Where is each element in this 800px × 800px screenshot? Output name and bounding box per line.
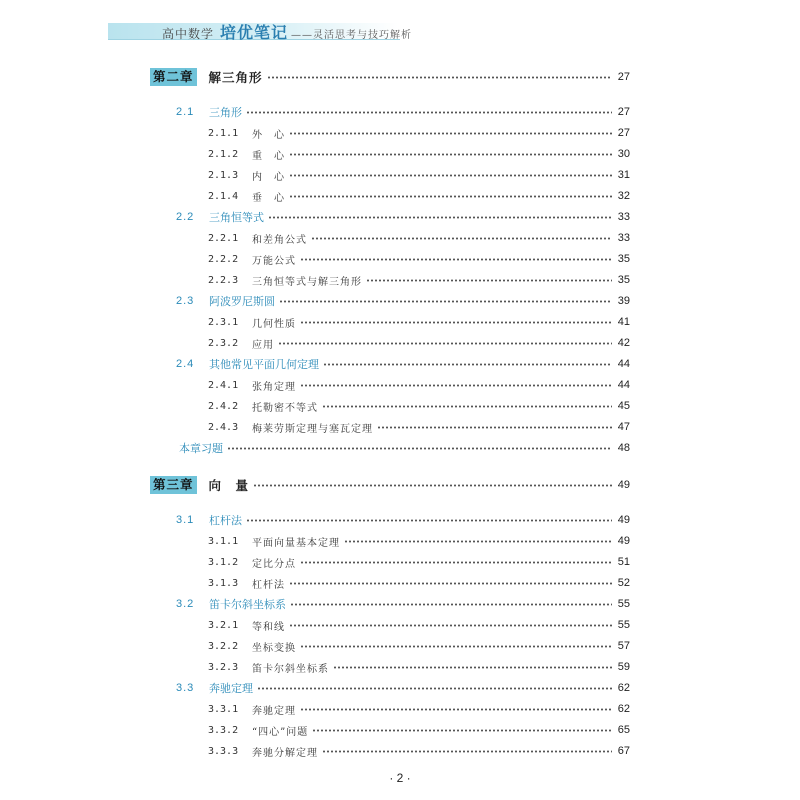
subsection-page-number: 33	[617, 232, 630, 244]
subsection-page-number: 55	[617, 619, 630, 631]
leader-dots	[289, 132, 612, 135]
section-title: 笛卡尔斜坐标系	[209, 598, 286, 611]
subsection-page-number: 41	[617, 316, 630, 328]
subsection-page-number: 30	[617, 148, 630, 160]
section-page-number: 39	[617, 295, 630, 307]
toc-chapter-row[interactable]	[150, 68, 630, 86]
subsection-title: 笛卡尔斜坐标系	[252, 663, 329, 675]
leader-dots	[300, 258, 612, 261]
section-number: 2.4	[176, 358, 195, 370]
section-page-number: 55	[617, 598, 630, 610]
subsection-page-number: 27	[617, 127, 630, 139]
leader-dots	[377, 426, 612, 429]
subsection-title: 杠杆法	[252, 579, 285, 591]
section-number: 2.3	[176, 295, 195, 307]
subsection-number: 3.3.1	[208, 703, 239, 715]
section-title: 阿波罗尼斯圆	[209, 295, 275, 308]
section-page-number: 44	[617, 358, 630, 370]
toc-section-row[interactable]	[176, 680, 630, 696]
header-subtitle: ——灵活思考与技巧解析	[291, 30, 413, 41]
toc-subsection-row[interactable]	[208, 272, 630, 288]
leader-dots	[246, 519, 612, 522]
subsection-page-number: 44	[617, 379, 630, 391]
section-number: 3.2	[176, 598, 195, 610]
subsection-page-number: 57	[617, 640, 630, 652]
page-number: · 2 ·	[389, 771, 411, 785]
subsection-number: 3.3.3	[208, 745, 239, 757]
section-title: 奔驰定理	[209, 682, 253, 695]
toc-subsection-row[interactable]	[208, 314, 630, 330]
section-title: 其他常见平面几何定理	[209, 358, 319, 371]
chapter-label-badge: 第三章	[150, 476, 197, 494]
subsection-number: 2.2.3	[208, 274, 239, 286]
chapter-page-number: 27	[617, 71, 630, 83]
subsection-page-number: 31	[617, 169, 630, 181]
subsection-title: 定比分点	[252, 558, 296, 570]
subsection-number: 2.1.2	[208, 148, 239, 160]
toc-subsection-row[interactable]	[208, 638, 630, 654]
toc-subsection-row[interactable]	[208, 659, 630, 675]
leader-dots	[300, 645, 612, 648]
subsection-page-number: 35	[617, 274, 630, 286]
subsection-page-number: 35	[617, 253, 630, 265]
toc-section-row[interactable]	[176, 104, 630, 120]
leader-dots	[289, 624, 612, 627]
toc-section-row[interactable]	[176, 356, 630, 372]
subsection-page-number: 42	[617, 337, 630, 349]
subsection-page-number: 52	[617, 577, 630, 589]
section-number: 3.1	[176, 514, 195, 526]
subsection-number: 3.3.2	[208, 724, 239, 736]
subsection-number: 2.1.1	[208, 127, 239, 139]
subsection-number: 2.3.2	[208, 337, 239, 349]
toc-subsection-row[interactable]	[208, 419, 630, 435]
subsection-number: 2.2.2	[208, 253, 239, 265]
section-page-number: 62	[617, 682, 630, 694]
subsection-page-number: 49	[617, 535, 630, 547]
subsection-page-number: 65	[617, 724, 630, 736]
subsection-title: 张角定理	[252, 381, 296, 393]
section-number: 2.2	[176, 211, 195, 223]
section-title: 杠杆法	[209, 514, 242, 527]
section-page-number: 27	[617, 106, 630, 118]
subsection-title: 应用	[252, 339, 274, 351]
subsection-number: 3.2.3	[208, 661, 239, 673]
leader-dots	[253, 484, 612, 487]
toc-subsection-row[interactable]	[208, 533, 630, 549]
toc-subsection-row[interactable]	[208, 575, 630, 591]
subsection-title: 内 心	[252, 171, 285, 183]
toc-subsection-row[interactable]	[208, 230, 630, 246]
leader-dots	[323, 363, 612, 366]
running-header	[108, 18, 413, 42]
toc-chapter-row[interactable]	[150, 476, 630, 494]
toc-subsection-row[interactable]	[208, 125, 630, 141]
leader-dots	[300, 384, 612, 387]
subsection-title: 万能公式	[252, 255, 296, 267]
leader-dots	[246, 111, 612, 114]
subsection-number: 3.2.1	[208, 619, 239, 631]
toc-section-row[interactable]	[176, 596, 630, 612]
chapter-title: 解三角形	[208, 70, 263, 85]
subsection-number: 2.1.4	[208, 190, 239, 202]
toc-subsection-row[interactable]	[208, 251, 630, 267]
header-text	[108, 20, 412, 43]
leader-dots	[268, 216, 612, 219]
subsection-page-number: 51	[617, 556, 630, 568]
subsection-title: “四心”问题	[252, 726, 309, 738]
section-page-number: 49	[617, 514, 630, 526]
section-number: 2.1	[176, 106, 195, 118]
toc-subsection-row[interactable]	[208, 554, 630, 570]
toc-subsection-row[interactable]	[208, 398, 630, 414]
section-title: 三角形	[209, 106, 242, 119]
toc-section-row[interactable]	[176, 512, 630, 528]
leader-dots	[300, 561, 612, 564]
chapter-page-number: 49	[617, 479, 630, 491]
subsection-number: 2.2.1	[208, 232, 239, 244]
toc-section-row[interactable]	[176, 209, 630, 225]
chapter-label-badge: 第二章	[150, 68, 197, 86]
subsection-title: 平面向量基本定理	[252, 537, 340, 549]
subsection-title: 外 心	[252, 129, 285, 141]
leader-dots	[333, 666, 612, 669]
toc-subsection-row[interactable]	[208, 146, 630, 162]
subsection-number: 3.1.3	[208, 577, 239, 589]
exercises-title: 本章习题	[179, 442, 223, 455]
subsection-title: 奔驰分解定理	[252, 747, 318, 759]
toc-subsection-row[interactable]	[208, 335, 630, 351]
section-title: 三角恒等式	[209, 211, 264, 224]
subsection-title: 托勒密不等式	[252, 402, 318, 414]
leader-dots	[300, 321, 612, 324]
leader-dots	[311, 237, 612, 240]
toc-subsection-row[interactable]	[208, 188, 630, 204]
subsection-number: 3.1.1	[208, 535, 239, 547]
subsection-number: 2.4.2	[208, 400, 239, 412]
leader-dots	[227, 447, 612, 450]
leader-dots	[322, 405, 612, 408]
leader-dots	[289, 174, 612, 177]
exercises-page-number: 48	[617, 442, 630, 454]
toc-exercises-row[interactable]	[176, 440, 630, 456]
subsection-title: 三角恒等式与解三角形	[252, 276, 362, 288]
toc-subsection-row[interactable]	[208, 377, 630, 393]
leader-dots	[344, 540, 612, 543]
leader-dots	[278, 342, 612, 345]
subsection-page-number: 32	[617, 190, 630, 202]
subsection-title: 等和线	[252, 621, 285, 633]
header-book-title: 培优笔记	[220, 23, 289, 42]
subsection-title: 奔驰定理	[252, 705, 296, 717]
leader-dots	[289, 582, 612, 585]
toc-subsection-row[interactable]	[208, 701, 630, 717]
leader-dots	[322, 750, 612, 753]
subsection-title: 坐标变换	[252, 642, 296, 654]
subsection-number: 3.1.2	[208, 556, 239, 568]
subsection-number: 2.4.1	[208, 379, 239, 391]
leader-dots	[300, 708, 612, 711]
subsection-number: 3.2.2	[208, 640, 239, 652]
leader-dots	[290, 603, 612, 606]
subsection-title: 梅莱劳斯定理与塞瓦定理	[252, 423, 373, 435]
subsection-number: 2.1.3	[208, 169, 239, 181]
header-series: 高中数学	[162, 27, 215, 41]
leader-dots	[257, 687, 612, 690]
leader-dots	[279, 300, 612, 303]
subsection-page-number: 45	[617, 400, 630, 412]
chapter-title: 向 量	[208, 478, 250, 493]
subsection-page-number: 67	[617, 745, 630, 757]
leader-dots	[289, 153, 612, 156]
toc-subsection-row[interactable]	[208, 722, 630, 738]
leader-dots	[312, 729, 612, 732]
subsection-title: 重 心	[252, 150, 285, 162]
section-page-number: 33	[617, 211, 630, 223]
subsection-page-number: 62	[617, 703, 630, 715]
subsection-number: 2.4.3	[208, 421, 239, 433]
toc-subsection-row[interactable]	[208, 617, 630, 633]
subsection-number: 2.3.1	[208, 316, 239, 328]
leader-dots	[289, 195, 612, 198]
leader-dots	[366, 279, 612, 282]
toc-section-row[interactable]	[176, 293, 630, 309]
subsection-page-number: 59	[617, 661, 630, 673]
subsection-title: 几何性质	[252, 318, 296, 330]
subsection-title: 和差角公式	[252, 234, 307, 246]
subsection-page-number: 47	[617, 421, 630, 433]
toc-subsection-row[interactable]	[208, 167, 630, 183]
section-number: 3.3	[176, 682, 195, 694]
subsection-title: 垂 心	[252, 192, 285, 204]
toc-subsection-row[interactable]	[208, 743, 630, 759]
leader-dots	[267, 76, 612, 79]
